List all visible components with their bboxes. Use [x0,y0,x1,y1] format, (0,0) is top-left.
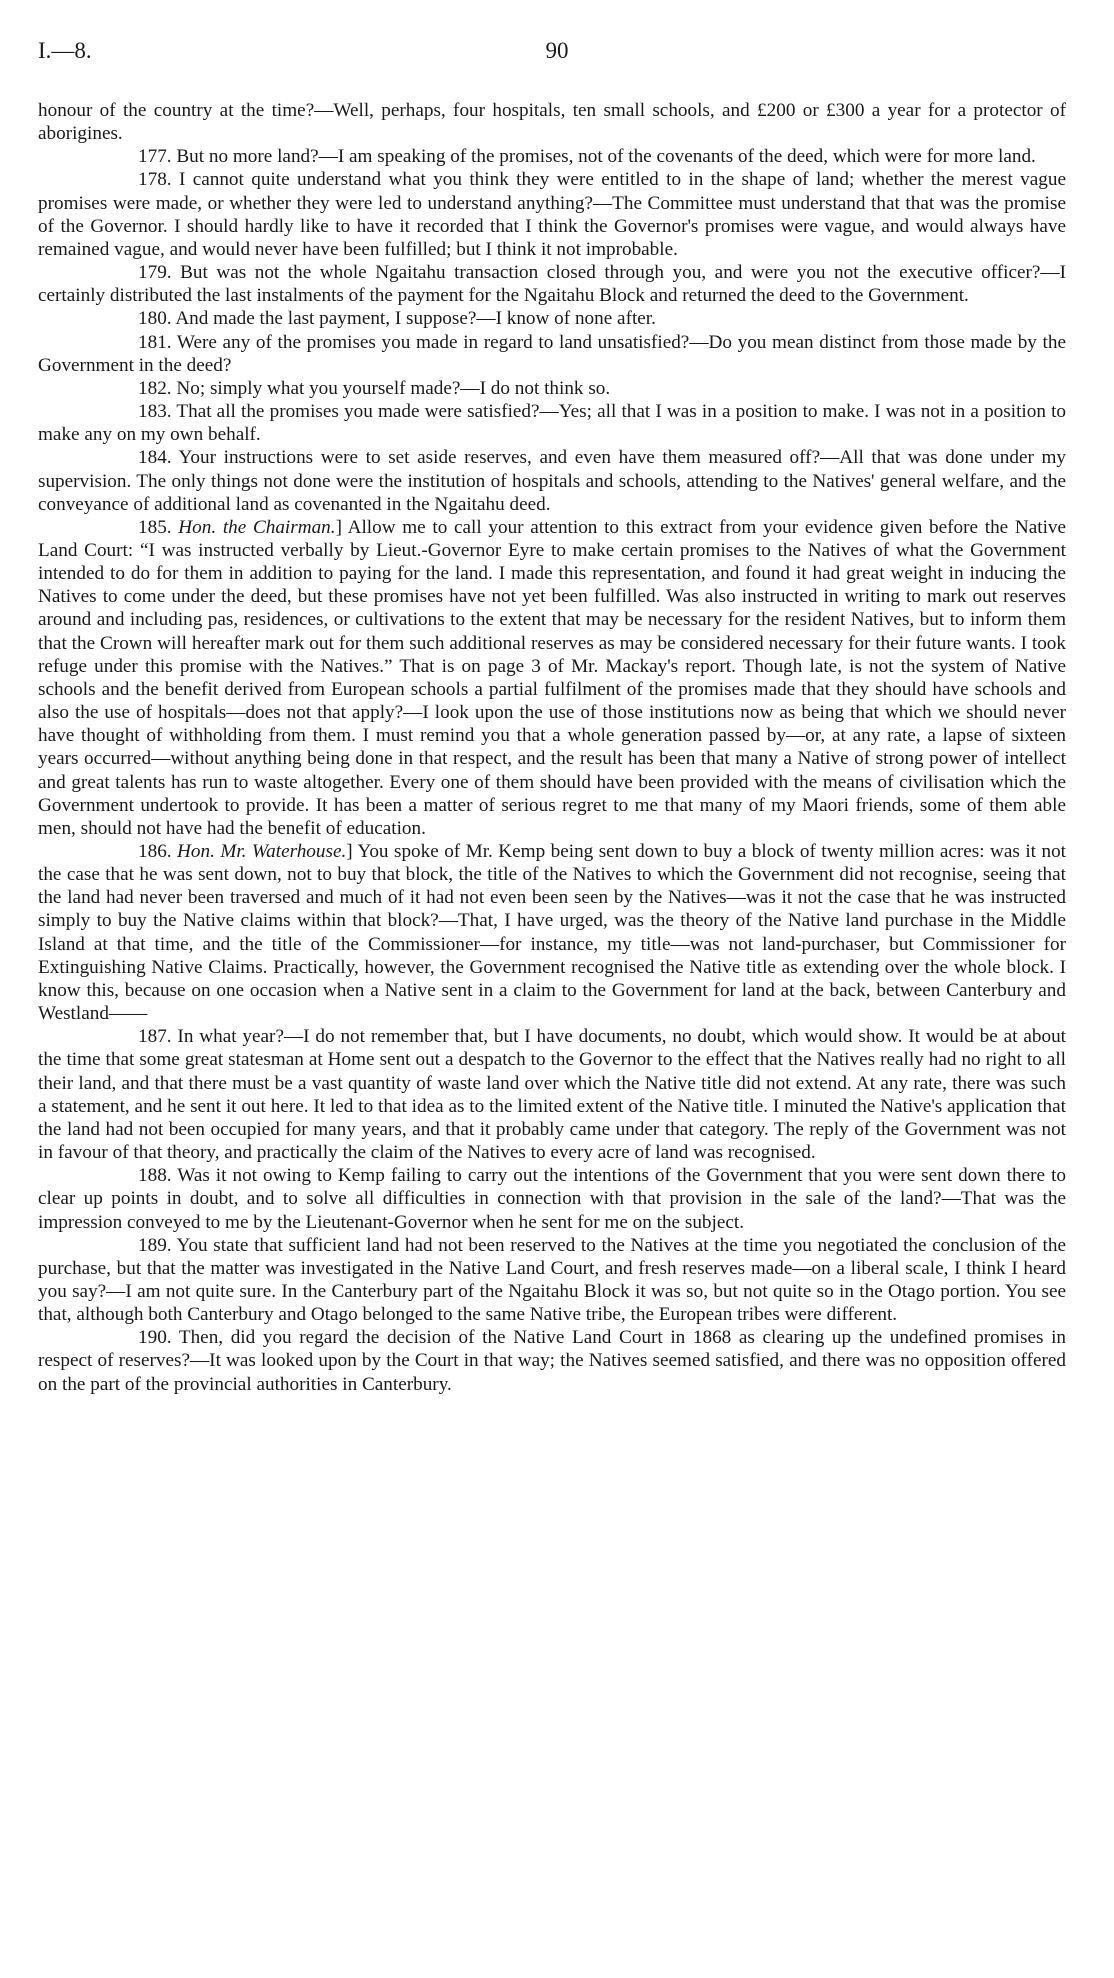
speaker-name: Hon. the Chairman. [178,516,336,538]
paragraph-continuation: honour of the country at the time?—Well, perhaps, four hospitals, ten small schools, and £200 or £300 a year for a protector of aborigines. [38,100,1066,145]
paragraph-question-189: 189. You state that sufficient land had not been reserved to the Natives at the time you negotiated the conclusion of the purchase, but that the matter was investigated in the Native Land Court, and fresh reserves made—on a liberal scale, I think I heard you say?—I am not quite sure. In the Canterbury part of the Ngaitahu Block it was so, but not quite so in the Otago portion. You see that, although both Canterbury and Otago belonged to the same Native tribe, the European tribes were different. [38,1234,1066,1326]
question-number: 186. [138,841,178,862]
paragraph-question-190: 190. Then, did you regard the decision of the Native Land Court in 1868 as clearing up the undefined promises in respect of reserves?—It was looked upon by the Court in that way; the Natives seemed satisfied, and there was no opposition offered on the part of the provincial authorities in Canterbury. [38,1327,1066,1395]
speaker-name: Hon. Mr. Waterhouse. [177,841,347,862]
paragraph-text: ] Allow me to call your attention to this extract from your evidence given before the Native Land Court: “I was instructed verbally by Lieut.-Governor Eyre to make certain promises to the Natives of what the Government intended to do for them in addition to paying for the land. I made this representation, and found it had great weight in inducing the Natives to come under the deed, but these promises have not yet been fulfilled. Was also instructed in writing to mark out reserves around and including pas, residences, or cultivations to the extent that may be necessary for the resident Natives, but to inform them that the Crown will hereafter mark out for them such additional reserves as may be considered necessary for their future wants. I took refuge under this promise with the Natives.” That is on page 3 of Mr. Mackay's report. Though late, is not the system of Native schools and the benefit derived from European schools a partial fulfilment of the promises made that they should have schools and also the use of hospitals—does not that apply?—I look upon the use of those institutions now as being that which we should never have thought of withholding from them. I must remind you that a whole generation passed by—or, at any rate, a lapse of sixteen years occurred—without anything being done in that respect, and the result has been that many a Native of strong power of intellect and great talents has run to waste altogether. Every one of them should have been provided with the means of civilisation which the Government undertook to provide. It has been a matter of serious regret to me that many of my Maori friends, some of them able men, should not have had the benefit of education. [38,516,1067,839]
paragraph-question-180: 180. And made the last payment, I suppose?—I know of none after. [138,308,656,330]
paragraph-question-185 [38,516,1066,840]
paragraph-question-177: 177. But no more land?—I am speaking of the promises, not of the covenants of the deed, which were for more land. [138,146,1036,168]
question-number: 185. [138,516,179,538]
paragraph-question-182: 182. No; simply what you yourself made?—I do not think so. [138,377,611,399]
paragraph-question-184: 184. Your instructions were to set aside reserves, and even have them measured off?—All that was done under my supervision. The only things not done were the institution of hospitals and schools, attending to the Natives' general welfare, and the conveyance of additional land as covenanted in the Ngaitahu deed. [38,447,1066,515]
page-number: 90 [545,38,569,63]
body-text [38,99,1066,1396]
paragraph-question-188: 188. Was it not owing to Kemp failing to carry out the intentions of the Government that you were sent down there to clear up points in doubt, and to solve all difficulties in connection with that provision in the sale of the land?—That was the impression conveyed to me by the Lieutenant-Governor when he sent for me on the subject. [38,1165,1066,1233]
paragraph-question-187: 187. In what year?—I do not remember that, but I have documents, no doubt, which would show. It would be at about the time that some great statesman at Home sent out a despatch to the Governor to the effect that the Natives really had no right to all their land, and that there must be a vast quantity of waste land over which the Native title did not extend. At any rate, there was such a statement, and he sent it out here. It led to that idea as to the limited extent of the Native title. I minuted the Native's application that the land had not been occupied for many years, and that it probably came under that category. The reply of the Government was not in favour of that theory, and practically the claim of the Natives to every acre of land was recognised. [38,1026,1066,1164]
paragraph-question-178: 178. I cannot quite understand what you think they were entitled to in the shape of land; whether the merest vague promises were made, or whether they were led to understand anything?—The Committee must understand that that was the promise of the Governor. I should hardly like to have it recorded that I think the Governor's promises were vague, and would always have remained vague, and would never have been fulfilled; but I think it not improbable. [38,169,1066,260]
paragraph-text: ] You spoke of Mr. Kemp being sent down to buy a block of twenty million acres: was it not the case that he was sent down, not to buy that block, the title of the Natives to which the Government did not recognise, seeing that the land had never been traversed and much of it had not even been seen by the Natives—was it not the case that he was instructed simply to buy the Native claims within that block?—That, I have urged, was the theory of the Native land purchase in the Middle Island at that time, and the title of the Commissioner—for instance, my title—was not land-purchaser, but Commissioner for Extinguishing Native Claims. Practically, however, the Government recognised the Native title as extending over the whole block. I know this, because on one occasion when a Native sent in a claim to the Government for land at the back, between Canterbury and Westland—— [38,841,1066,1025]
paragraph-question-186 [38,840,1066,1025]
paragraph-question-181: 181. Were any of the promises you made in regard to land unsatisfied?—Do you mean distinct from those made by the Government in the deed? [38,331,1066,376]
paragraph-question-183: 183. That all the promises you made were satisfied?—Yes; all that I was in a position to make. I was not in a position to make any on my own behalf. [38,401,1066,446]
paragraph-question-179: 179. But was not the whole Ngaitahu transaction closed through you, and were you not the executive officer?—I certainly distributed the last instalments of the payment for the Ngaitahu Block and returned the deed to the Government. [38,262,1066,307]
paper-reference: I.—8. [38,38,92,63]
page-header [38,38,1076,68]
